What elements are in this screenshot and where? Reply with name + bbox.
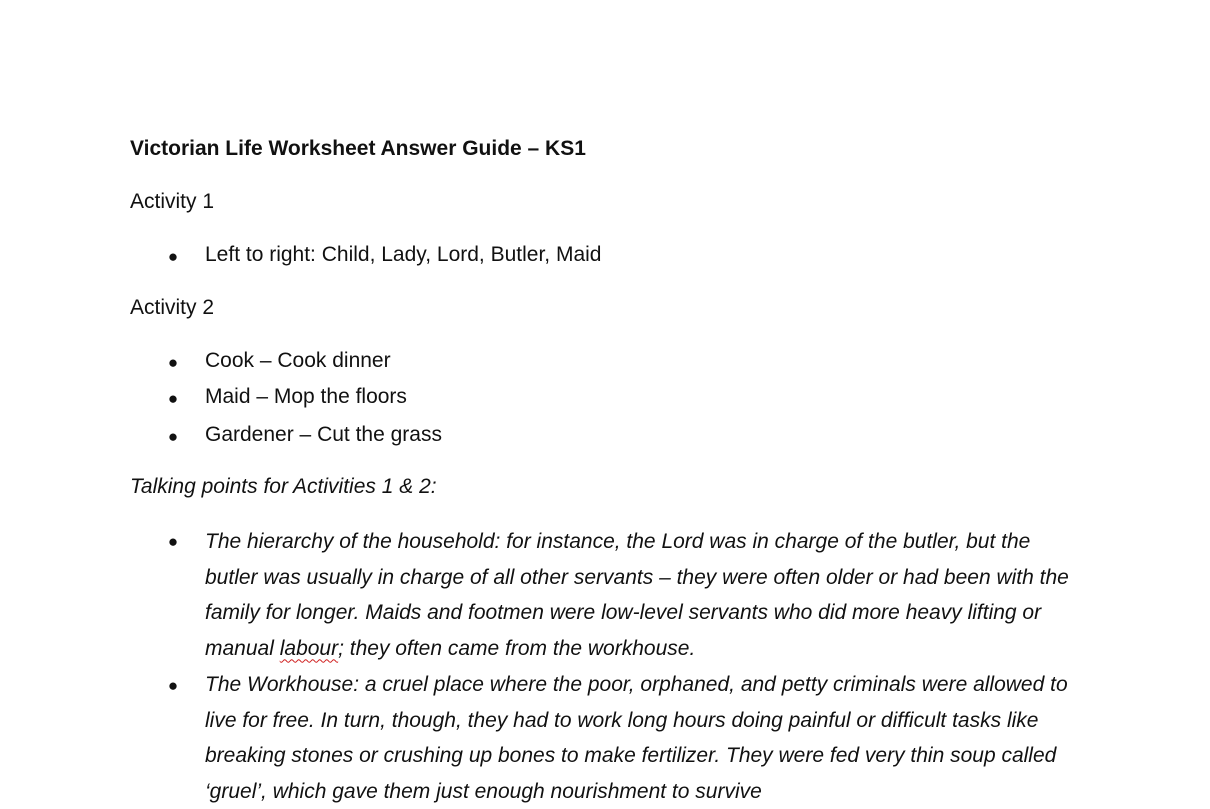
activity-2-item: Cook – Cook dinner	[205, 349, 391, 372]
activity-1-item: Left to right: Child, Lady, Lord, Butler, Maid	[205, 243, 602, 266]
bullet-icon: ●	[167, 353, 179, 372]
talking-point-workhouse: The Workhouse: a cruel place where the poor, orphaned, and petty criminals were allowed to live for free. In turn, though, they had to work long hours doing painful or difficult tasks like breaking stones or crushing up bones to make fertilizer. They were fed very thin soup called ‘gruel’, which gave them just enough nourishment to survive	[205, 673, 1068, 803]
talking-point-hierarchy	[205, 524, 1085, 666]
bullet-icon: ●	[167, 676, 179, 695]
activity-2-item: Gardener – Cut the grass	[205, 423, 442, 446]
activity-2-heading: Activity 2	[130, 296, 215, 319]
bullet-icon: ●	[167, 427, 179, 446]
bullet-icon: ●	[167, 532, 179, 551]
document-title: Victorian Life Worksheet Answer Guide – KS1	[130, 137, 586, 160]
talking-point-text: The hierarchy of the household: for instance, the Lord was in charge of the butler, but the butler was usually in charge of all other servants – they were often older or had been with the family for longer. Maids and footmen were low-level servants who did more heavy lifting or manual	[205, 530, 1069, 660]
bullet-icon: ●	[167, 389, 179, 408]
bullet-icon: ●	[167, 247, 179, 266]
talking-points-heading: Talking points for Activities 1 & 2:	[130, 475, 437, 498]
spellcheck-flagged-word[interactable]: labour	[279, 636, 339, 660]
activity-1-heading: Activity 1	[130, 190, 215, 213]
activity-2-item: Maid – Mop the floors	[205, 385, 407, 408]
talking-point-text: ; they often came from the workhouse.	[338, 636, 696, 660]
